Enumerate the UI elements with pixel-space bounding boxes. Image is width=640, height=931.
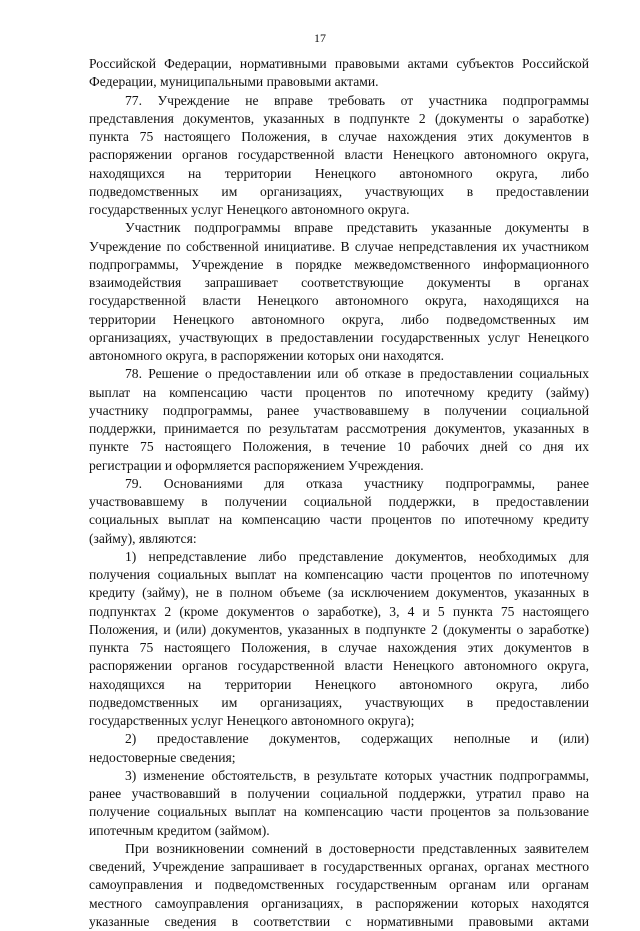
text-line: получение социальных выплат на компенсацию части процентов за пользование <box>89 804 589 820</box>
text-line: 2) предоставление документов, содержащих неполные и (или) <box>125 731 589 747</box>
page-number: 17 <box>314 31 326 45</box>
paragraph <box>89 55 589 92</box>
text-line: ипотечным кредитом (займом). <box>89 822 270 838</box>
text-line: представления документов, указанных в подпункте 2 (документы о заработке) <box>89 110 589 126</box>
paragraph <box>89 92 589 220</box>
text-line: участвовавшему в получении социальной поддержки, в предоставлении <box>89 494 589 509</box>
paragraph <box>89 475 589 548</box>
text-line: (займу), являются: <box>89 530 197 546</box>
text-line: местного самоуправления организациях, в распоряжении которых находятся <box>89 895 589 911</box>
text-line: пункта 75 настоящего Положения, в случае нахождения этих документов в <box>89 129 589 144</box>
text-line: Положения, и (или) документов, указанных в подпункте 2 (документы о заработке) <box>89 621 589 637</box>
text-line: взаимодействия запрашивает соответствующие документы в органах <box>89 275 589 290</box>
text-line: недостоверные сведения; <box>89 749 236 765</box>
text-line: 77. Учреждение не вправе требовать от участника подпрограммы <box>125 92 589 108</box>
text-line: подведомственных им организациях, участвующих в предоставлении <box>89 183 589 199</box>
text-line: Федерации, муниципальными правовыми актами. <box>89 74 379 90</box>
text-line: автономного округа, в распоряжении которых они находятся. <box>89 348 444 363</box>
text-line: При возникновении сомнений в достоверности представленных заявителем <box>125 840 589 856</box>
text-line: пункте 75 настоящего Положения, в течение 10 рабочих дней со дня их <box>89 439 589 455</box>
text-line: регистрации и оформляется распоряжением Учреждения. <box>89 457 424 473</box>
text-line: 1) непредставление либо представление документов, необходимых для <box>125 548 589 564</box>
text-line: получения социальных выплат на компенсацию части процентов по ипотечному <box>89 567 589 582</box>
text-line: распоряжении органов государственной власти Ненецкого автономного округа, <box>89 658 589 674</box>
text-line: 3) изменение обстоятельств, в результате которых участник подпрограммы, <box>125 767 589 783</box>
document-body <box>89 55 589 931</box>
text-line: государственных услуг Ненецкого автономного округа); <box>89 713 415 728</box>
text-line: Учреждение по собственной инициативе. В случае непредставления их участником <box>89 238 589 254</box>
paragraph <box>89 365 589 475</box>
paragraph <box>89 767 589 840</box>
text-line: пункта 75 настоящего Положения, в случае нахождения этих документов в <box>89 640 589 655</box>
text-line: кредиту (займу), не в полном объеме (за исключением документов, указанных в <box>89 585 589 601</box>
text-line: государственной власти Ненецкого автономного округа, находящихся на <box>89 293 589 309</box>
text-line: Участник подпрограммы вправе представить указанные документы в <box>125 220 589 236</box>
text-line: находящихся на территории Ненецкого автономного округа, либо <box>89 676 589 692</box>
text-line: участнику подпрограммы, ранее участвовавшему в получении социальной <box>89 402 589 418</box>
text-line: Российской Федерации, нормативными правовыми актами субъектов Российской <box>89 56 589 71</box>
text-line: распоряжении органов государственной власти Ненецкого автономного округа, <box>89 147 589 163</box>
text-line: находящихся на территории Ненецкого автономного округа, либо <box>89 165 589 181</box>
text-line: указанные сведения в соответствии с нормативными правовыми актами <box>89 913 589 929</box>
text-line: 78. Решение о предоставлении или об отказе в предоставлении социальных <box>125 366 589 382</box>
text-line: территории Ненецкого автономного округа, либо подведомственных им <box>89 311 589 327</box>
text-line: сведений, Учреждение запрашивает в государственных органах, органах местного <box>89 859 589 874</box>
paragraph <box>89 548 589 731</box>
paragraph <box>89 219 589 365</box>
text-line: подпунктах 2 (кроме документов о заработке), 3, 4 и 5 пункта 75 настоящего <box>89 603 589 619</box>
text-line: 79. Основаниями для отказа участнику подпрограммы, ранее <box>125 475 589 491</box>
text-line: ранее участвовавший в получении социальной поддержки, утратил право на <box>89 786 589 801</box>
paragraph <box>89 840 589 931</box>
text-line: выплат на компенсацию части процентов по ипотечному кредиту (займу) <box>89 384 589 400</box>
text-line: подпрограммы, Учреждение в порядке межведомственного информационного <box>89 256 589 272</box>
text-line: подведомственных им организациях, участвующих в предоставлении <box>89 694 589 710</box>
text-line: государственных услуг Ненецкого автономного округа. <box>89 202 410 217</box>
text-line: организациях, участвующих в предоставлении государственных услуг Ненецкого <box>89 329 589 345</box>
paragraph <box>89 730 589 767</box>
text-line: социальных выплат на компенсацию части процентов по ипотечному кредиту <box>89 512 589 528</box>
text-line: самоуправления и подведомственных государственным органам или органам <box>89 877 589 893</box>
text-line: поддержки, принимается по результатам рассмотрения документов, указанных в <box>89 421 589 436</box>
